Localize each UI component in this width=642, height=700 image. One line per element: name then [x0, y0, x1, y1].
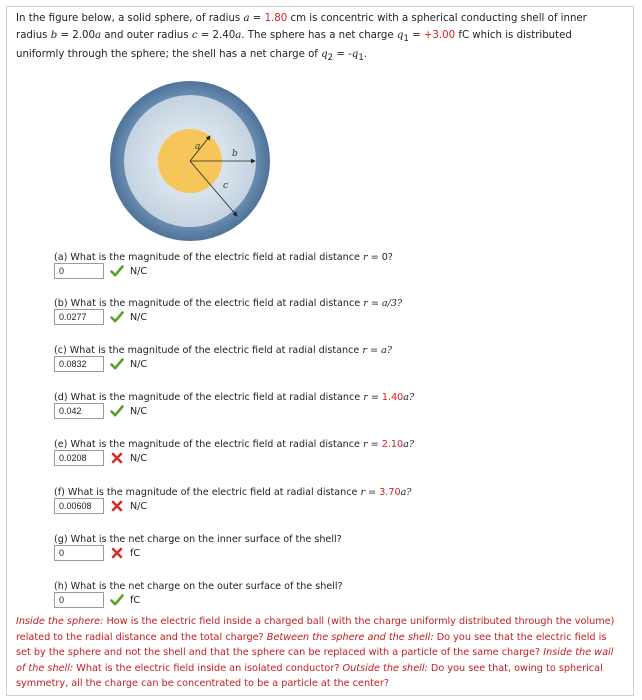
unit-label: N/C [130, 358, 148, 370]
question-a: (a) What is the magnitude of the electric field at radial distance r = 0? [54, 252, 393, 263]
answer-row-e [54, 450, 147, 466]
question-d: (d) What is the magnitude of the electric field at radial distance r = 1.40a? [54, 392, 415, 403]
question-b: (b) What is the magnitude of the electric field at radial distance r = a/3? [54, 298, 403, 309]
cross-icon [109, 545, 125, 561]
unit-label: N/C [130, 311, 148, 323]
unit-label: N/C [130, 500, 148, 512]
cross-icon [109, 498, 125, 514]
answer-input-b[interactable]: 0.0277 [54, 309, 104, 325]
check-icon [109, 309, 125, 325]
answer-input-d[interactable]: 0.042 [54, 403, 104, 419]
question-h: (h) What is the net charge on the outer surface of the shell? [54, 581, 343, 592]
radius-a-value: 1.80 [264, 13, 288, 24]
answer-row-c [54, 356, 147, 372]
label-b: b [232, 149, 238, 159]
check-icon [109, 263, 125, 279]
answer-row-a [54, 263, 147, 279]
question-f: (f) What is the magnitude of the electric field at radial distance r = 3.70a? [54, 487, 412, 498]
answer-input-g[interactable]: 0 [54, 545, 104, 561]
label-a: a [195, 142, 201, 152]
unit-label: N/C [130, 405, 148, 417]
problem-statement: In the figure below, a solid sphere, of radius a = 1.80 cm is concentric with a spherical conducting shell of inner radius b = 2.00a and outer radius c = 2.40a. The sphere has a net charge $q_1 = +3.00$ fC which is distributed uniformly through the sphere; the shell has a net charge of $q_2 = -q_1$. [16, 13, 587, 64]
cross-icon [109, 450, 125, 466]
answer-row-f [54, 498, 147, 514]
answer-input-a[interactable]: 0 [54, 263, 104, 279]
unit-label: N/C [130, 452, 148, 464]
charge-q1-value: +3.00 [423, 29, 456, 41]
question-e: (e) What is the magnitude of the electric field at radial distance r = 2.10a? [54, 439, 414, 450]
answer-input-h[interactable]: 0 [54, 592, 104, 608]
check-icon [109, 592, 125, 608]
unit-label: N/C [130, 265, 148, 277]
answer-row-d [54, 403, 147, 419]
answer-input-c[interactable]: 0.0832 [54, 356, 104, 372]
answer-row-g [54, 545, 140, 561]
label-c: c [223, 181, 229, 191]
check-icon [109, 356, 125, 372]
unit-label: fC [130, 594, 141, 606]
answer-input-f[interactable]: 0.00608 [54, 498, 104, 514]
question-c: (c) What is the magnitude of the electric field at radial distance r = a? [54, 345, 392, 356]
check-icon [109, 403, 125, 419]
answer-row-b [54, 309, 147, 325]
question-g: (g) What is the net charge on the inner surface of the shell? [54, 534, 342, 545]
answer-row-h [54, 592, 140, 608]
answer-input-e[interactable]: 0.0208 [54, 450, 104, 466]
unit-label: fC [130, 547, 141, 559]
sphere-shell-figure [105, 76, 275, 246]
hint-text: Inside the sphere: How is the electric field inside a charged ball (with the charge uniformly distributed through the volume) related to the radial distance and the total charge? Between the sphere and the shell: Do you see that the electric field is set by the sphere and not the shell and that the sphere can be replaced with a particle of the same charge? Inside the wall of the shell: What is the electric field inside an isolated conductor? Outside the shell: Do you see that, owing to spherical symmetry, all the charge can be concentrated to be a particle at the center? [16, 616, 615, 689]
